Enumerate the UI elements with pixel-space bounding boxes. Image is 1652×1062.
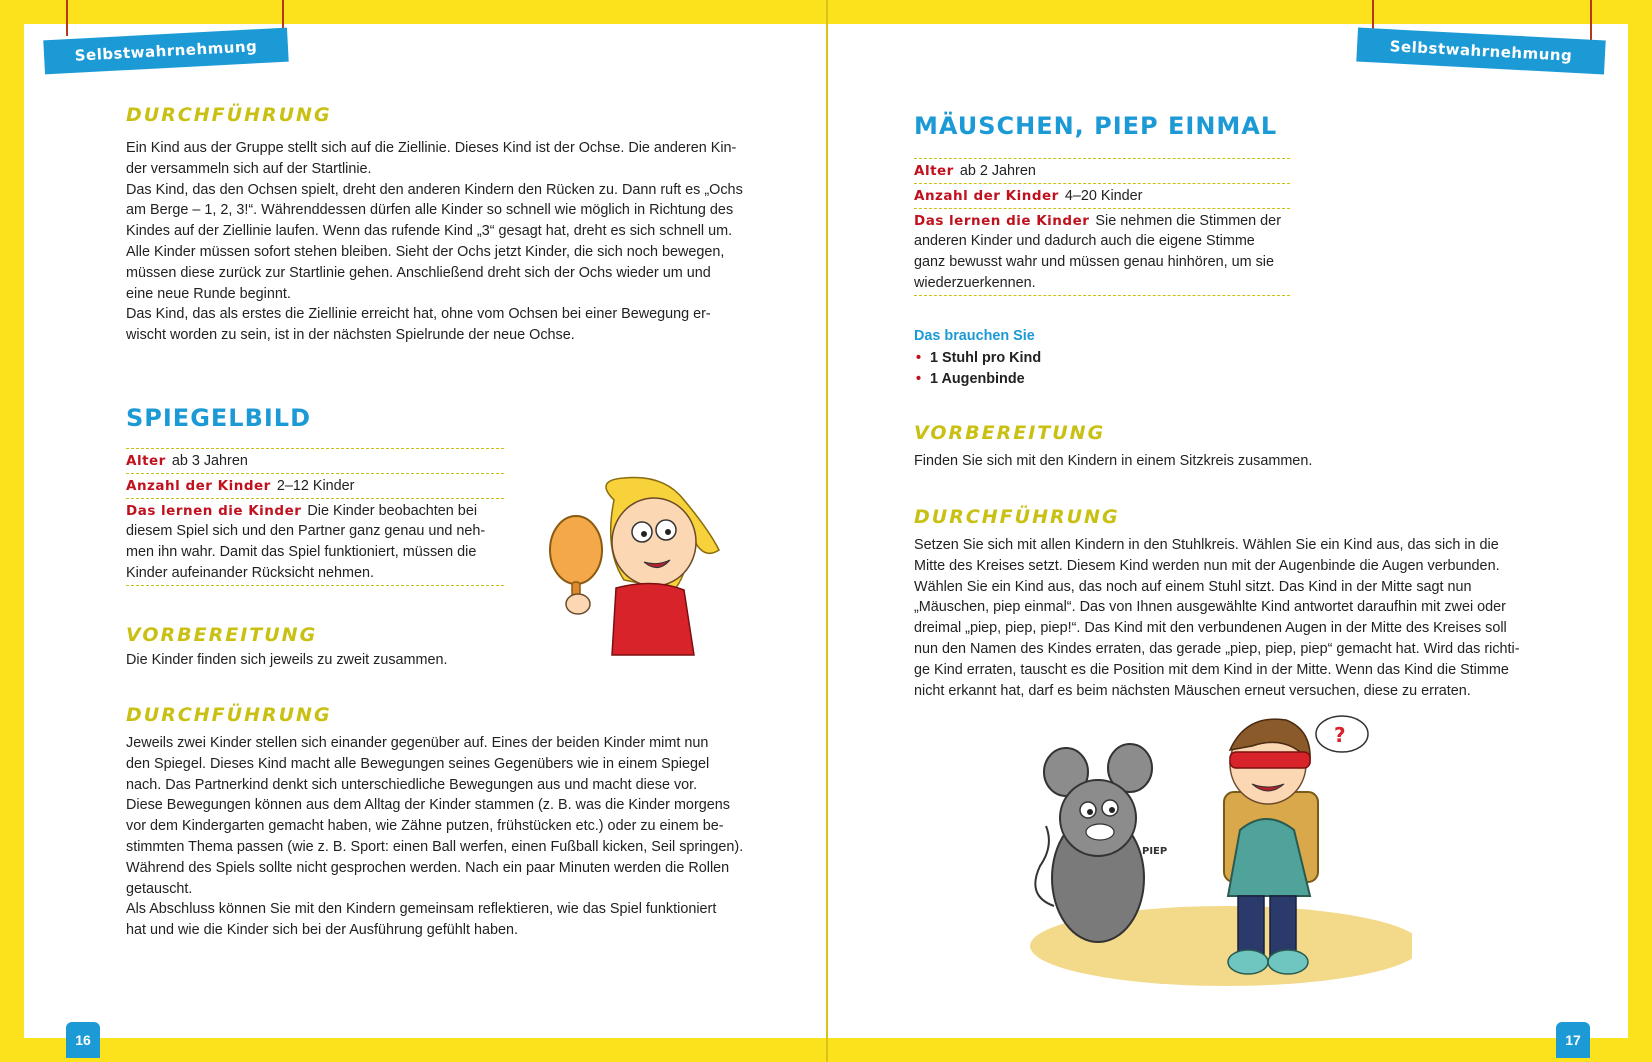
- info-row: [914, 208, 1290, 296]
- durchfuehrung-heading: DURCHFÜHRUNG: [914, 506, 1120, 528]
- info-key: Alter: [914, 163, 954, 179]
- vorbereitung-text: Die Kinder finden sich jeweils zu zweit zusammen.: [126, 652, 448, 668]
- bullet-icon: •: [916, 350, 922, 366]
- page-number: 16: [66, 1022, 100, 1058]
- info-key: Alter: [126, 453, 166, 469]
- info-row: [126, 473, 504, 498]
- thought-bubble: ?: [1334, 723, 1346, 747]
- vorbereitung-heading: VORBEREITUNG: [914, 422, 1106, 444]
- vorbereitung-heading: VORBEREITUNG: [126, 624, 318, 646]
- bullet-icon: •: [916, 370, 922, 387]
- tag-string: [282, 0, 284, 28]
- girl-mirror-illustration: [534, 470, 734, 660]
- durchfuehrung-text: [126, 138, 746, 346]
- info-key: Anzahl der Kinder: [914, 187, 1059, 204]
- game-title: SPIEGELBILD: [126, 404, 312, 432]
- info-value: 4–20 Kinder: [1064, 187, 1143, 204]
- materials-list: [914, 348, 1214, 390]
- list-item: [914, 348, 1214, 369]
- info-value: Die Kinder beobachten bei diesem Spiel sich und den Partner ganz genau und neh- men ihn wahr. Damit das Spiel funktioniert, müssen die Kinder aufeinander Rücksicht nehmen.: [126, 502, 486, 581]
- tag-string: [66, 0, 68, 36]
- info-row: [914, 158, 1290, 183]
- list-item-label: 1 Augenbinde: [930, 370, 1025, 387]
- tag-string: [1372, 0, 1374, 30]
- durchfuehrung-text: [126, 733, 746, 941]
- section-tag-label: Selbstwahrnehmung: [74, 37, 258, 65]
- list-item-label: 1 Stuhl pro Kind: [930, 350, 1042, 366]
- info-row: [126, 498, 504, 586]
- info-value: Sie nehmen die Stimmen der anderen Kinder und dadurch auch die eigene Stimme ganz bewusst wahr und müssen genau hinhören, um sie wiederzuerkennen.: [914, 212, 1281, 291]
- paragraph: Das Kind, das den Ochsen spielt, dreht den anderen Kindern den Rücken zu. Dann ruft es „Ochs am Berge – 1, 2, 3!“. Währenddessen dürfen alle Kinder so schnell wie möglich in Richtung des Kindes auf der Ziellinie laufen. Wenn das rufende Kind „3“ gesagt hat, dreht es sich schnell um. Alle Kinder müssen sofort stehen bleiben. Sieht der Ochs jetzt Kinder, die sich noch bewegen, müssen diese zurück zur Startlinie gehen. Anschließend dreht sich der Ochs wieder um und eine neue Runde beginnt.: [126, 181, 743, 302]
- list-item: [914, 369, 1214, 390]
- vorbereitung-text: Finden Sie sich mit den Kindern in einem Sitzkreis zusammen.: [914, 453, 1313, 469]
- paragraph: Das Kind, das als erstes die Ziellinie erreicht hat, ohne vom Ochsen bei einer Bewegung er- wischt worden zu sein, ist in der nächsten Spielrunde der neue Ochse.: [126, 306, 711, 344]
- durchfuehrung-heading: DURCHFÜHRUNG: [126, 104, 332, 126]
- section-tag-label: Selbstwahrnehmung: [1389, 37, 1573, 65]
- durchfuehrung-text: Setzen Sie sich mit allen Kindern in den Stuhlkreis. Wählen Sie ein Kind aus, das sich in die Mitte des Kreises setzt. Diesem Kind werden nun mit der Augenbinde die Augen verbunden. Wählen Sie ein Kind aus, das noch auf einem Stuhl sitzt. Das Kind in der Mitte sagt nun „Mäuschen, piep einmal“. Das von Ihnen ausgewählte Kind antwortet daraufhin mit zwei oder dreimal „piep, piep, piep!“. Das Kind mit den verbundenen Augen in der Mitte des Kreises soll nun den Namen des Kindes erraten, das gerade „piep, piep, piep“ gemacht hat. Wird das richti- ge Kind erraten, tauscht es die Position mit dem Kind in der Mitte. Wenn das Kind die Stimme nicht erkannt hat, darf es beim nächsten Mäuschen erneut versuchen, diese zu erraten.: [914, 537, 1520, 699]
- info-value: 2–12 Kinder: [276, 477, 355, 494]
- mouse-and-blindfolded-child-illustration: [1026, 706, 1412, 994]
- paragraph: Jeweils zwei Kinder stellen sich einander gegenüber auf. Eines der beiden Kinder mimt nun den Spiegel. Dieses Kind macht alle Bewegungen seines Gegenübers wie in einem Spiegel nach. Das Partnerkind denkt sich unterschiedliche Bewegungen aus und macht diese vor. Diese Bewegungen können aus dem Alltag der Kinder stammen (z. B. was die Kinder morgens vor dem Kindergarten gemacht haben, wie Zähne putzen, frühstücken etc.) oder zu einem be- stimmten Thema passen (wie z. B. Sport: einen Ball werfen, einen Fußball kicken, Seil springen). Während des Spiels sollte nicht gesprochen werden. Nach ein paar Minuten werden die Rollen getauscht.: [126, 735, 744, 897]
- info-row: [126, 448, 504, 473]
- page-number: 17: [1556, 1022, 1590, 1058]
- game-title: MÄUSCHEN, PIEP EINMAL: [914, 112, 1278, 140]
- book-gutter: [826, 0, 828, 1062]
- mouse-speech: PIEP: [1142, 846, 1168, 857]
- game-info-table: [914, 158, 1290, 296]
- info-value: ab 2 Jahren: [959, 163, 1036, 179]
- info-key: Anzahl der Kinder: [126, 477, 271, 494]
- durchfuehrung-heading: DURCHFÜHRUNG: [126, 704, 332, 726]
- info-key: Das lernen die Kinder: [914, 212, 1090, 229]
- game-info-table: [126, 448, 504, 586]
- materials-heading: Das brauchen Sie: [914, 328, 1035, 344]
- info-key: Das lernen die Kinder: [126, 502, 302, 519]
- paragraph: Ein Kind aus der Gruppe stellt sich auf die Ziellinie. Dieses Kind ist der Ochse. Die anderen Kin- der versammeln sich auf der Startlinie.: [126, 140, 737, 177]
- paragraph: Als Abschluss können Sie mit den Kindern gemeinsam reflektieren, wie das Spiel funktioniert hat und wie die Kinder sich bei der Ausführung gefühlt haben.: [126, 901, 717, 939]
- tag-string: [1590, 0, 1592, 40]
- info-row: [914, 183, 1290, 208]
- info-value: ab 3 Jahren: [171, 453, 248, 469]
